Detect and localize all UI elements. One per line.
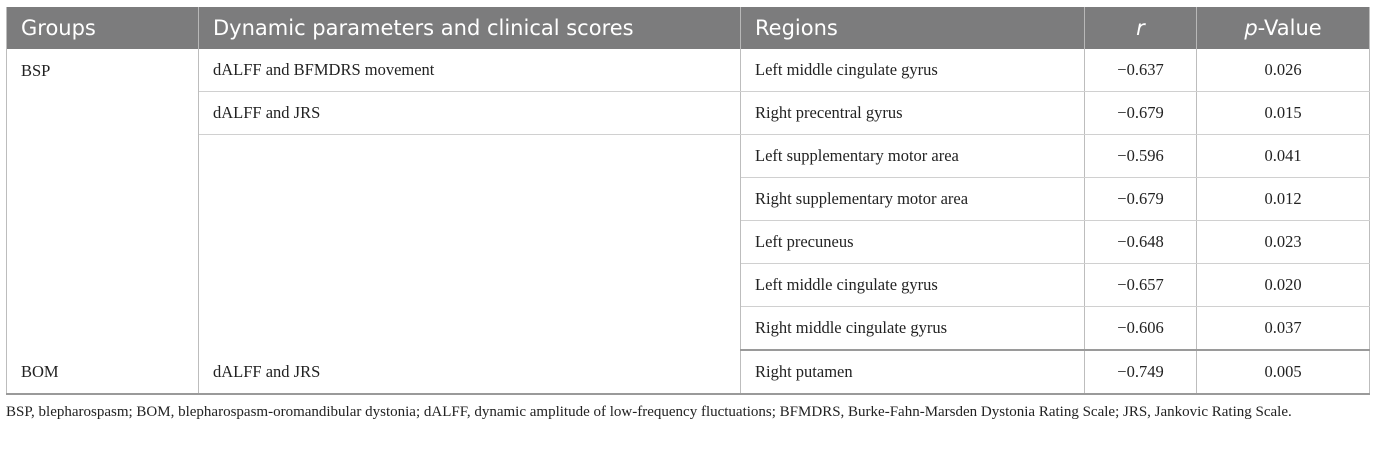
p-cell: 0.041 <box>1197 135 1370 178</box>
r-cell: −0.596 <box>1085 135 1197 178</box>
region-cell: Right supplementary motor area <box>741 178 1085 221</box>
r-cell: −0.648 <box>1085 221 1197 264</box>
r-cell: −0.657 <box>1085 264 1197 307</box>
header-r-text: r <box>1136 16 1145 40</box>
region-cell: Left precuneus <box>741 221 1085 264</box>
table-row <box>7 92 1370 135</box>
param-cell-empty <box>199 135 741 351</box>
correlation-table <box>6 7 1370 395</box>
r-cell: −0.637 <box>1085 49 1197 92</box>
r-cell: −0.606 <box>1085 307 1197 351</box>
header-p-italic: p <box>1244 16 1258 40</box>
region-cell: Right middle cingulate gyrus <box>741 307 1085 351</box>
header-regions: Regions <box>741 7 1085 49</box>
group-cell-bom: BOM <box>7 350 199 394</box>
param-cell: dALFF and BFMDRS movement <box>199 49 741 92</box>
table-row <box>7 49 1370 92</box>
header-r <box>1085 7 1197 49</box>
header-p-value <box>1197 7 1370 49</box>
header-params: Dynamic parameters and clinical scores <box>199 7 741 49</box>
p-cell: 0.005 <box>1197 350 1370 394</box>
p-cell: 0.023 <box>1197 221 1370 264</box>
param-cell: dALFF and JRS <box>199 92 741 135</box>
p-cell: 0.015 <box>1197 92 1370 135</box>
table-row <box>7 135 1370 178</box>
table-row <box>7 350 1370 394</box>
r-cell: −0.749 <box>1085 350 1197 394</box>
p-cell: 0.037 <box>1197 307 1370 351</box>
results-table-container <box>6 7 1369 395</box>
table-footnote: BSP, blepharospasm; BOM, blepharospasm-oromandibular dystonia; dALFF, dynamic amplitude of low-frequency fluctuations; BFMDRS, Burke-Fahn-Marsden Dystonia Rating Scale; JRS, Jankovic Rating Scale. <box>6 404 1292 420</box>
table-header-row <box>7 7 1370 49</box>
r-cell: −0.679 <box>1085 92 1197 135</box>
p-cell: 0.012 <box>1197 178 1370 221</box>
p-cell: 0.020 <box>1197 264 1370 307</box>
region-cell: Left supplementary motor area <box>741 135 1085 178</box>
region-cell: Right putamen <box>741 350 1085 394</box>
region-cell: Left middle cingulate gyrus <box>741 49 1085 92</box>
header-p-suffix: -Value <box>1257 16 1322 40</box>
p-cell: 0.026 <box>1197 49 1370 92</box>
param-cell: dALFF and JRS <box>199 350 741 394</box>
region-cell: Left middle cingulate gyrus <box>741 264 1085 307</box>
region-cell: Right precentral gyrus <box>741 92 1085 135</box>
r-cell: −0.679 <box>1085 178 1197 221</box>
group-cell-bsp: BSP <box>7 49 199 350</box>
header-groups: Groups <box>7 7 199 49</box>
